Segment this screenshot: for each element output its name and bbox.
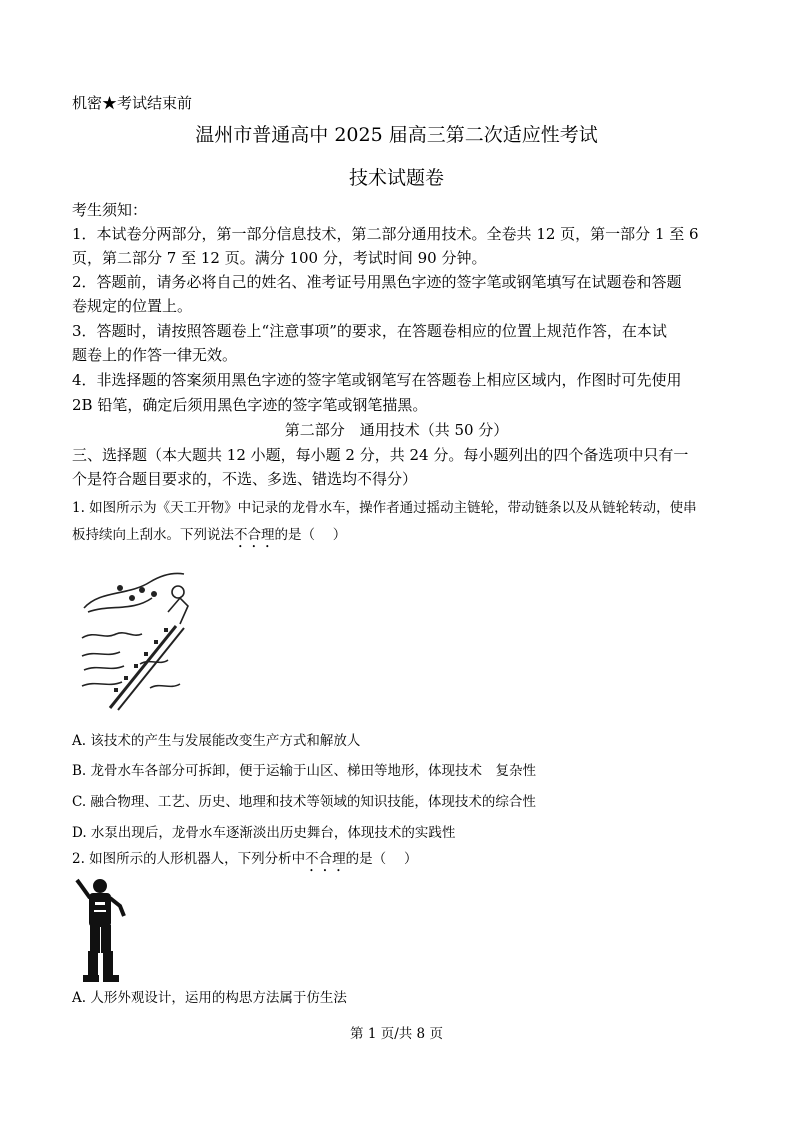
q1-stem: 1. 如图所示为《天工开物》中记录的龙骨水车，操作者通过摇动主链轮，带动链条以及从链轮转动，使串 <box>72 500 697 516</box>
q1-option-b: B. 龙骨水车各部分可拆卸，便于运输于山区、梯田等地形，体现技术 复杂性 <box>72 763 537 779</box>
notice-line: 卷规定的位置上。 <box>72 297 193 315</box>
emphasis-text: 不合理 <box>234 527 275 543</box>
notice-line: 3．答题时，请按照答题卷上“注意事项”的要求，在答题卷相应的位置上规范作答，在本试 <box>72 322 667 340</box>
emphasis-text: 不合理 <box>305 851 346 867</box>
notice-line: 4．非选择题的答案须用黑色字迹的签字笔或钢笔写在答题卷上相应区域内，作图时可先使用 <box>72 371 682 389</box>
notice-line: 2B 铅笔，确定后须用黑色字迹的签字笔或钢笔描黑。 <box>72 396 428 414</box>
notice-heading: 考生须知： <box>72 201 148 219</box>
notice-line: 2．答题前，请务必将自己的姓名、准考证号用黑色字迹的签字笔或钢笔填写在试题卷和答题 <box>72 273 682 291</box>
notice-line: 页，第二部分 7 至 12 页。满分 100 分，考试时间 90 分钟。 <box>72 249 487 267</box>
q1-stem-line2: 板持续向上刮水。下列说法不合理的是（ ） <box>72 527 347 543</box>
notice-line: 1．本试卷分两部分，第一部分信息技术，第二部分通用技术。全卷共 12 页，第一部分 1 至 6 <box>72 225 699 243</box>
page-number: 第 1 页/共 8 页 <box>350 1026 443 1042</box>
section-instruction: 个是符合题目要求的，不选、多选、错选均不得分） <box>72 470 418 488</box>
part-title: 第二部分 通用技术（共 50 分） <box>284 421 509 439</box>
section-instruction: 三、选择题（本大题共 12 小题，每小题 2 分，共 24 分。每小题列出的四个备选项中只有一 <box>72 446 689 464</box>
exam-subtitle: 技术试题卷 <box>348 167 444 189</box>
q1-option-c: C. 融合物理、工艺、历史、地理和技术等领域的知识技能，体现技术的综合性 <box>72 794 536 810</box>
q2-stem: 2. 如图所示的人形机器人，下列分析中不合理的是（ ） <box>72 851 418 867</box>
confidential-label: 机密★考试结束前 <box>72 94 193 112</box>
humanoid-robot-image <box>74 876 130 984</box>
q1-option-d: D. 水泵出现后，龙骨水车逐渐淡出历史舞台，体现技术的实践性 <box>72 825 456 841</box>
q1-option-a: A. 该技术的产生与发展能改变生产方式和解放人 <box>72 733 361 749</box>
waterwheel-illustration <box>80 568 192 713</box>
exam-title: 温州市普通高中 2025 届高三第二次适应性考试 <box>195 124 598 146</box>
notice-line: 题卷上的作答一律无效。 <box>72 346 238 364</box>
q2-option-a: A. 人形外观设计，运用的构思方法属于仿生法 <box>72 990 347 1006</box>
